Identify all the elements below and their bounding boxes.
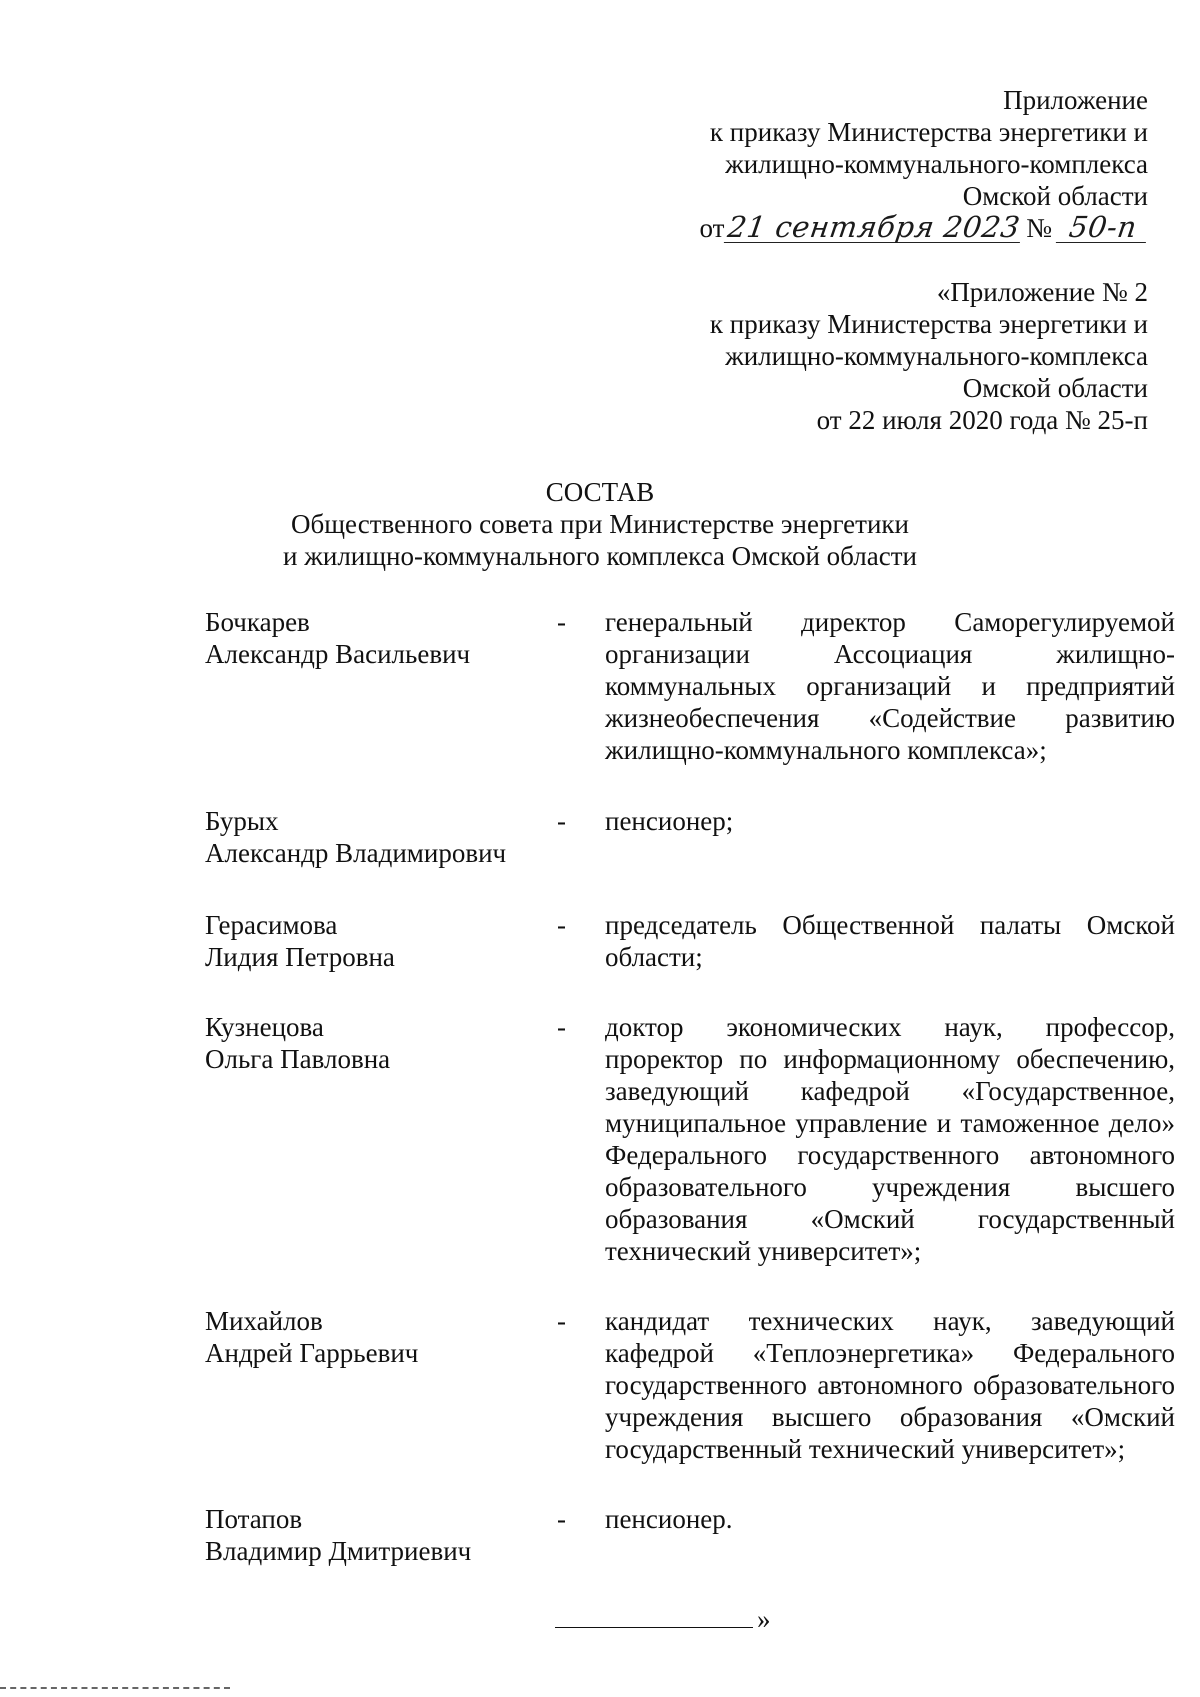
member-dash: -: [557, 607, 566, 637]
member-surname: Герасимова: [205, 910, 338, 940]
member-dash: -: [557, 910, 566, 940]
member-description: доктор экономических наук, профессор, проректор по информационному обеспечению, заведующий кафедрой «Государственное, муниципальное управление и таможенное дело» Федерального государственного автономного образовательного учреждения высшего образования «Омский государственный технический университет»;: [605, 1012, 1175, 1266]
closing-quote: »: [757, 1604, 771, 1634]
number-sign: №: [1026, 213, 1052, 243]
member-description: пенсионер;: [605, 806, 734, 836]
member-dash: -: [557, 1504, 566, 1534]
member-given-name: Владимир Дмитриевич: [205, 1536, 472, 1566]
member-entry: [205, 1503, 1180, 1567]
appendix2-line: от 22 июля 2020 года № 25-п: [816, 405, 1148, 435]
appendix2-line: Омской области: [962, 373, 1148, 403]
member-name: [205, 606, 557, 766]
appendix2-line: жилищно-коммунального-комплекса: [725, 341, 1148, 371]
appendix-line: Омской области: [962, 181, 1148, 211]
member-given-name: Андрей Гаррьевич: [205, 1338, 419, 1368]
member-dash: -: [557, 806, 566, 836]
title-line: Общественного совета при Министерстве энергетики: [291, 509, 909, 539]
appendix2-line: «Приложение № 2: [936, 277, 1148, 307]
member-description: генеральный директор Саморегулируемой организации Ассоциация жилищно-коммунальных организаций и предприятий жизнеобеспечения «Содействие развитию жилищно-коммунального комплекса»;: [605, 607, 1175, 765]
member-surname: Потапов: [205, 1504, 303, 1534]
member-entry: [205, 909, 1180, 973]
member-name: [205, 1305, 557, 1465]
scan-artifact: [0, 1687, 230, 1689]
member-description: кандидат технических наук, заведующий кафедрой «Теплоэнергетика» Федерального государственного автономного образовательного учреждения высшего образования «Омский государственный технический университет»;: [605, 1306, 1175, 1464]
member-surname: Бочкарев: [205, 607, 310, 637]
member-entry: [205, 606, 1180, 766]
member-entry: [205, 1305, 1180, 1465]
closing-underline: [555, 1609, 753, 1628]
appendix2-header: [710, 276, 1148, 436]
member-name: [205, 909, 557, 973]
appendix2-line: к приказу Министерства энергетики и: [709, 309, 1148, 339]
member-entry: [205, 1011, 1180, 1267]
appendix-line: к приказу Министерства энергетики и: [709, 117, 1148, 147]
member-given-name: Лидия Петровна: [205, 942, 395, 972]
member-description: пенсионер.: [605, 1504, 733, 1534]
appendix-line: Приложение: [1003, 85, 1148, 115]
member-description: председатель Общественной палаты Омской области;: [605, 910, 1175, 972]
title-line: и жилищно-коммунального комплекса Омской области: [283, 541, 917, 571]
member-name: [205, 1503, 557, 1567]
title-heading: СОСТАВ: [545, 477, 655, 507]
member-surname: Кузнецова: [205, 1012, 324, 1042]
member-surname: Михайлов: [205, 1306, 323, 1336]
member-given-name: Александр Владимирович: [205, 838, 507, 868]
handwritten-date: 21 сентября 2023: [726, 210, 1023, 244]
members-list: [205, 606, 1180, 1567]
member-name: [205, 1011, 557, 1267]
document-title: [0, 476, 1200, 572]
member-name: [205, 805, 557, 869]
appendix-line: жилищно-коммунального-комплекса: [725, 149, 1148, 179]
member-surname: Бурых: [205, 806, 279, 836]
order-date-line: [699, 212, 1148, 244]
handwritten-order-number: 50-п: [1056, 212, 1150, 243]
member-given-name: Ольга Павловна: [205, 1044, 391, 1074]
closing-line: [555, 1603, 771, 1635]
member-dash: -: [557, 1012, 566, 1042]
member-given-name: Александр Васильевич: [205, 639, 471, 669]
appendix-header: [699, 84, 1148, 244]
date-prefix: от: [699, 213, 725, 243]
member-entry: [205, 805, 1180, 869]
member-dash: -: [557, 1306, 566, 1336]
